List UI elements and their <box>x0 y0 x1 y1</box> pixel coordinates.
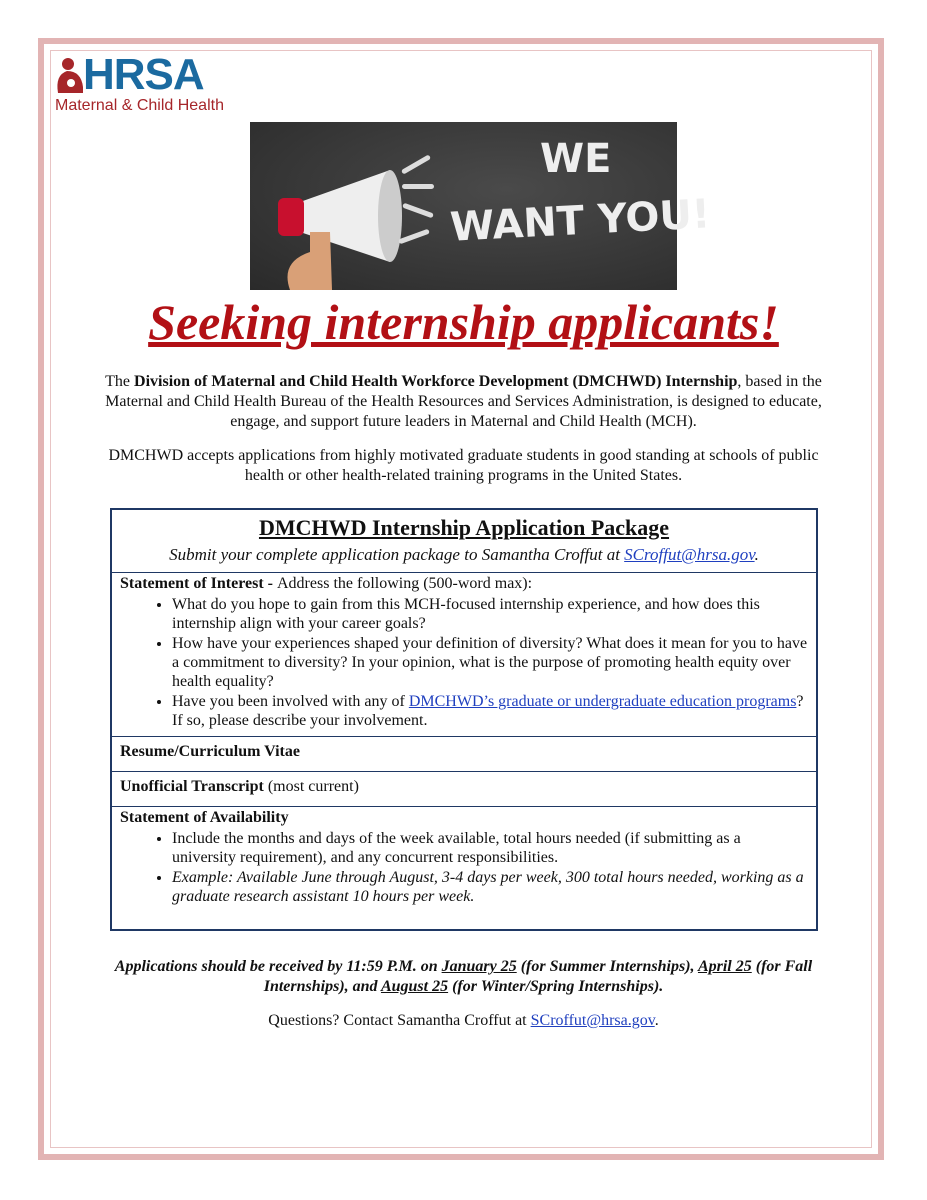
program-name: Division of Maternal and Child Health Workforce Development (DMCHWD) Internship <box>134 373 738 390</box>
statement-of-interest-section <box>112 573 816 737</box>
list-item <box>172 868 808 906</box>
package-header <box>112 510 816 573</box>
list-item <box>172 692 808 730</box>
transcript-section <box>112 772 816 807</box>
contact-email-link[interactable]: SCroffut@hrsa.gov <box>530 1012 655 1029</box>
page-title: Seeking internship applicants! <box>148 294 779 350</box>
hero-text-we: WE <box>540 136 612 182</box>
deadline-winter: August 25 <box>380 978 449 995</box>
content-column <box>100 372 827 1031</box>
email-link[interactable]: SCroffut@hrsa.gov <box>624 545 755 564</box>
list-item: • How have your experiences shaped your definition of diversity? What does it mean for you to have a commitment to diversity? In your opinion, what is the purpose of promoting health equity over health equality? <box>172 634 808 691</box>
logo-subtitle: Maternal & Child Health <box>55 97 224 114</box>
deadline-fall: April 25 <box>697 958 752 975</box>
list-item: • What do you hope to gain from this MCH-focused internship experience, and how does this internship align with your career goals? <box>172 595 808 633</box>
intro-text-cont: , based in the Maternal and Child Health Bureau of the Health Resources and Services Administration, is designed to educate, engage, and support future leaders in Maternal and Child Health (MCH). <box>105 373 822 430</box>
sound-line <box>402 184 434 189</box>
transcript-note: (most current) <box>263 778 359 795</box>
hero-text-want-you: WANT YOU! <box>448 191 712 251</box>
example-label: Example <box>172 869 228 886</box>
deadline-text: (for Winter/Spring Internships). <box>448 978 664 995</box>
list-item: • Include the months and days of the week available, total hours needed (if submitting as a university requirement), and any concurrent responsibilities. <box>172 829 808 867</box>
sound-line <box>398 229 430 245</box>
submit-line <box>120 544 808 566</box>
sound-line <box>402 203 434 219</box>
item-text: Have you been involved with any of <box>172 693 409 710</box>
resume-label: Resume/Curriculum Vitae <box>120 743 300 760</box>
sound-line <box>401 154 431 174</box>
megaphone-icon <box>270 162 400 290</box>
submit-period: . <box>754 545 759 564</box>
deadline-text: Applications should be received by 11:59 P.M. on <box>114 958 442 975</box>
deadline-summer: January 25 <box>441 958 517 975</box>
resume-section <box>112 737 816 772</box>
hrsa-logo <box>55 50 255 115</box>
questions-text: Questions? Contact Samantha Croffut at <box>268 1012 531 1029</box>
eligibility-paragraph: DMCHWD accepts applications from highly motivated graduate students in good standing at schools of public health or other health-related training programs in the United States. <box>108 447 819 484</box>
application-package-box <box>110 508 818 931</box>
availability-section <box>112 807 816 912</box>
intro-paragraph <box>100 372 827 432</box>
we-want-you-image <box>250 122 712 290</box>
mother-child-icon <box>55 57 85 93</box>
deadline-text: (for Fall Internships), and <box>263 958 813 995</box>
transcript-label: Unofficial Transcript <box>120 778 264 795</box>
questions-period: . <box>654 1012 659 1029</box>
programs-link[interactable]: DMCHWD’s graduate or undergraduate education programs <box>408 693 797 710</box>
item-text-cont: ? If so, please describe your involvement. <box>172 693 804 729</box>
logo-text: HRSA <box>83 50 204 99</box>
package-heading: DMCHWD Internship Application Package <box>258 515 670 540</box>
interest-instructions: Address the following (500-word max): <box>277 575 533 592</box>
interest-label: Statement of Interest - <box>120 575 277 592</box>
deadline-text: (for Summer Internships), <box>516 958 698 975</box>
questions-line <box>100 1011 827 1031</box>
deadline-notice <box>100 957 827 997</box>
submit-text: Submit your complete application package to Samantha Croffut at <box>169 545 625 564</box>
example-text: : Available June through August, 3-4 days per week, 300 total hours needed, working as a graduate research assistant 10 hours per week. <box>172 869 804 905</box>
availability-label: Statement of Availability <box>120 809 289 826</box>
intro-text: The <box>105 373 135 390</box>
